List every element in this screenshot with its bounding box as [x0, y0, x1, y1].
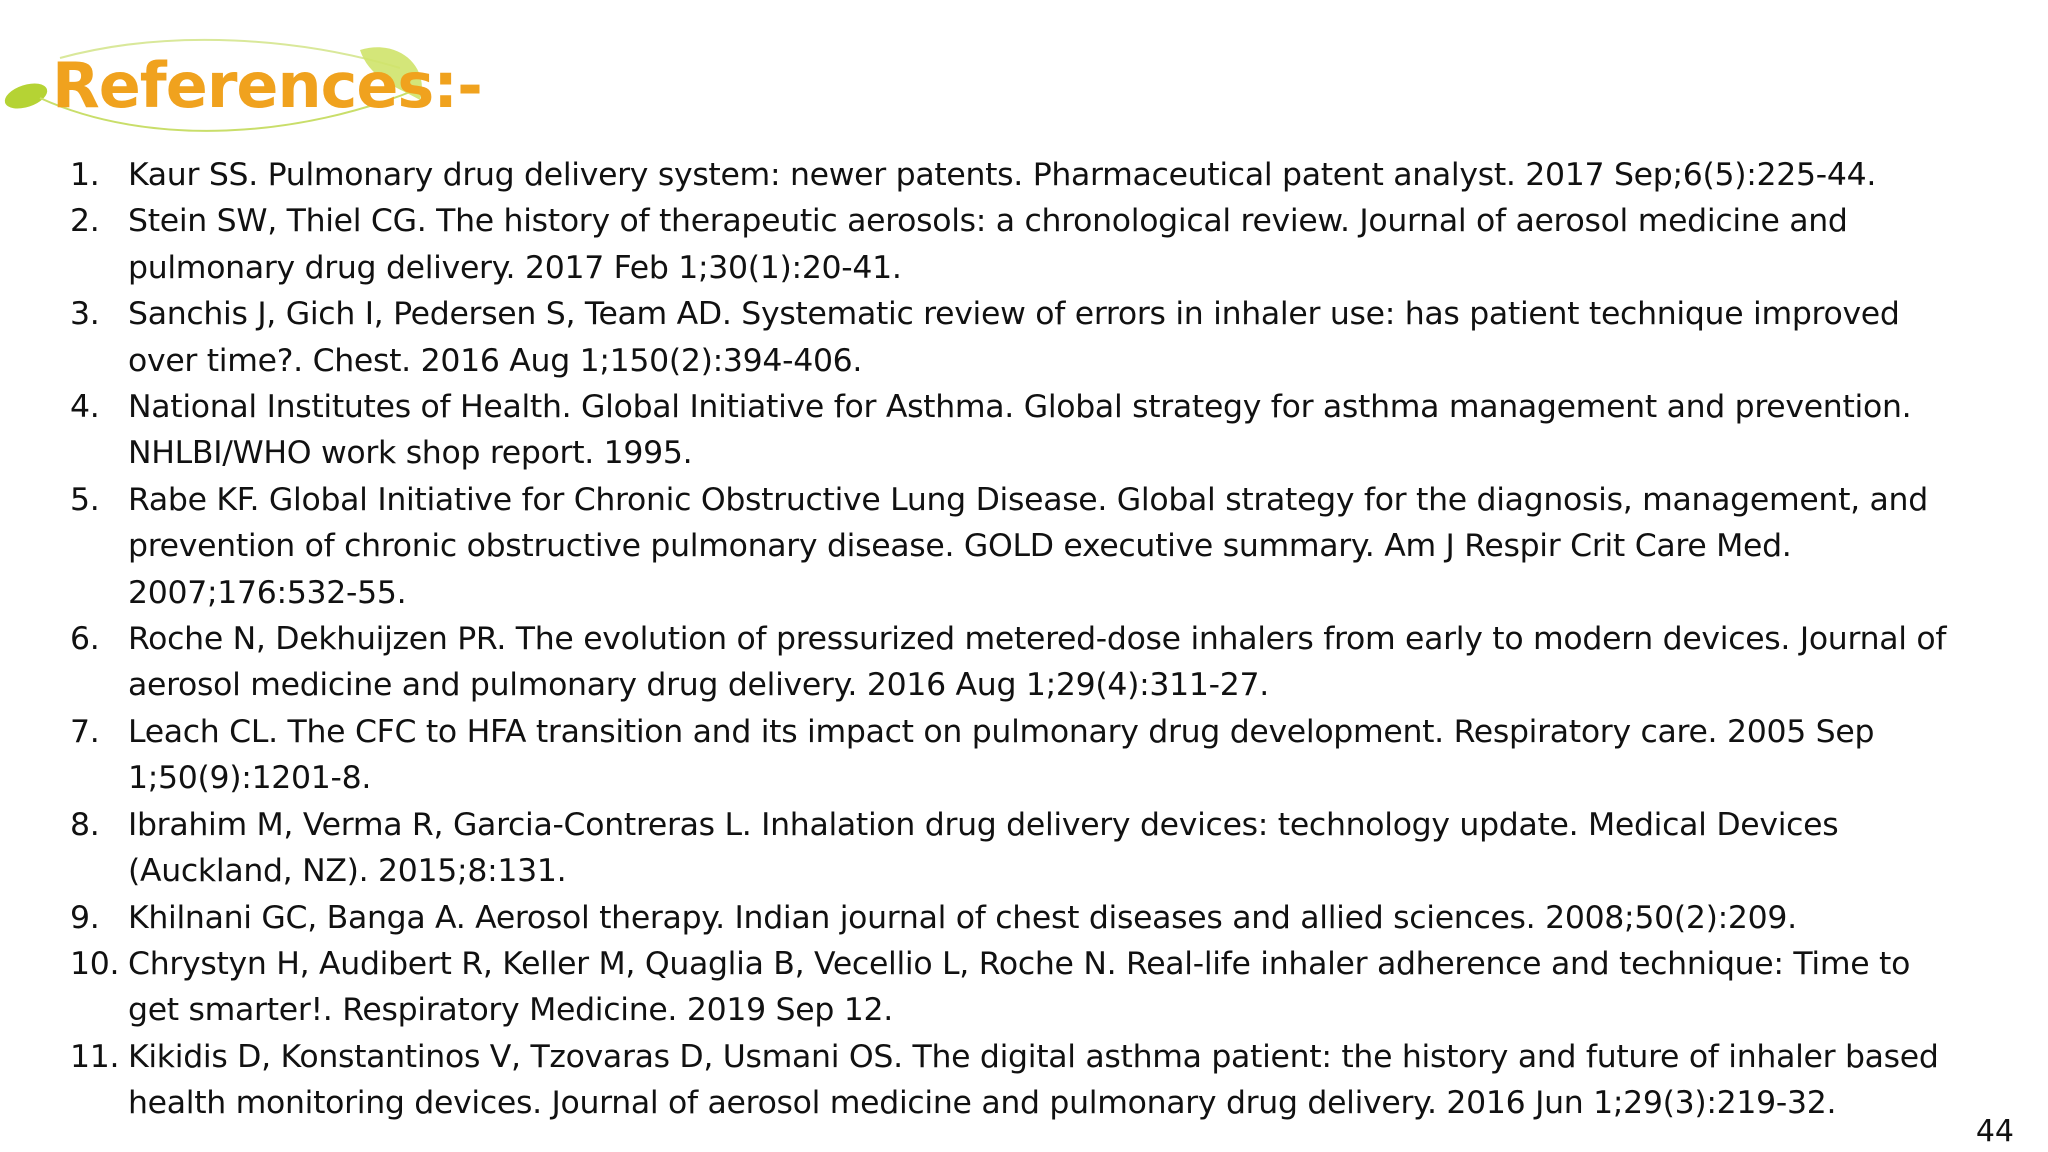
reference-text: Roche N, Dekhuijzen PR. The evolution of pressurized metered-dose inhalers from early to modern devices. Journal of aerosol medicine and pulmonary drug delivery. 2016 Aug 1;29(4):311-27. [128, 621, 1947, 704]
reference-item [70, 384, 1950, 477]
reference-number: 7. [70, 713, 100, 750]
reference-number: 5. [70, 481, 100, 518]
reference-number: 9. [70, 899, 100, 936]
reference-text: Rabe KF. Global Initiative for Chronic Obstructive Lung Disease. Global strategy for the diagnosis, management, and prevention of chronic obstructive pulmonary disease. GOLD executive summary. Am J Respir Crit Care Med. 2007;176:532-55. [128, 481, 1928, 611]
reference-item [70, 291, 1950, 384]
reference-item [70, 616, 1950, 709]
reference-number: 11. [70, 1038, 120, 1075]
reference-text: Chrystyn H, Audibert R, Keller M, Quaglia B, Vecellio L, Roche N. Real-life inhaler adherence and technique: Time to get smarter!. Respiratory Medicine. 2019 Sep 12. [128, 945, 1911, 1029]
reference-text: Khilnani GC, Banga A. Aerosol therapy. Indian journal of chest diseases and allied sciences. 2008;50(2):209. [128, 899, 1797, 936]
reference-text: Sanchis J, Gich I, Pedersen S, Team AD. Systematic review of errors in inhaler use: has patient technique improved over time?. Chest. 2016 Aug 1;150(2):394-406. [128, 296, 1900, 379]
reference-number: 1. [70, 157, 100, 193]
reference-item [70, 802, 1950, 895]
reference-item [70, 152, 1950, 198]
reference-list [70, 152, 1950, 1127]
reference-text: Ibrahim M, Verma R, Garcia-Contreras L. Inhalation drug delivery devices: technology update. Medical Devices (Auckland, NZ). 2015;8:131. [128, 806, 1839, 890]
title-block [0, 28, 480, 138]
reference-item [70, 709, 1950, 802]
reference-item [70, 198, 1950, 291]
reference-number: 3. [70, 296, 100, 333]
reference-item [70, 477, 1950, 616]
page-title: References:- [52, 49, 482, 122]
reference-text: Kikidis D, Konstantinos V, Tzovaras D, Usmani OS. The digital asthma patient: the history and future of inhaler based health monitoring devices. Journal of aerosol medicine and pulmonary drug delivery. 2016 Jun 1;29(3):219-32. [128, 1038, 1939, 1122]
reference-number: 8. [70, 806, 100, 843]
reference-item [70, 1034, 1950, 1127]
reference-text: Leach CL. The CFC to HFA transition and its impact on pulmonary drug development. Respiratory care. 2005 Sep 1;50(9):1201-8. [128, 713, 1875, 797]
reference-number: 10. [70, 945, 120, 982]
reference-item [70, 895, 1950, 941]
reference-text: Kaur SS. Pulmonary drug delivery system: newer patents. Pharmaceutical patent analyst. 2017 Sep;6(5):225-44. [128, 157, 1877, 193]
reference-text: Stein SW, Thiel CG. The history of therapeutic aerosols: a chronological review. Journal of aerosol medicine and pulmonary drug delivery. 2017 Feb 1;30(1):20-41. [128, 203, 1848, 286]
page-number: 44 [1975, 1114, 2014, 1149]
reference-text: National Institutes of Health. Global Initiative for Asthma. Global strategy for asthma management and prevention. NHLBI/WHO work shop report. 1995. [128, 389, 1912, 472]
reference-number: 2. [70, 203, 100, 240]
reference-item [70, 941, 1950, 1034]
reference-number: 4. [70, 389, 100, 426]
reference-number: 6. [70, 621, 100, 658]
